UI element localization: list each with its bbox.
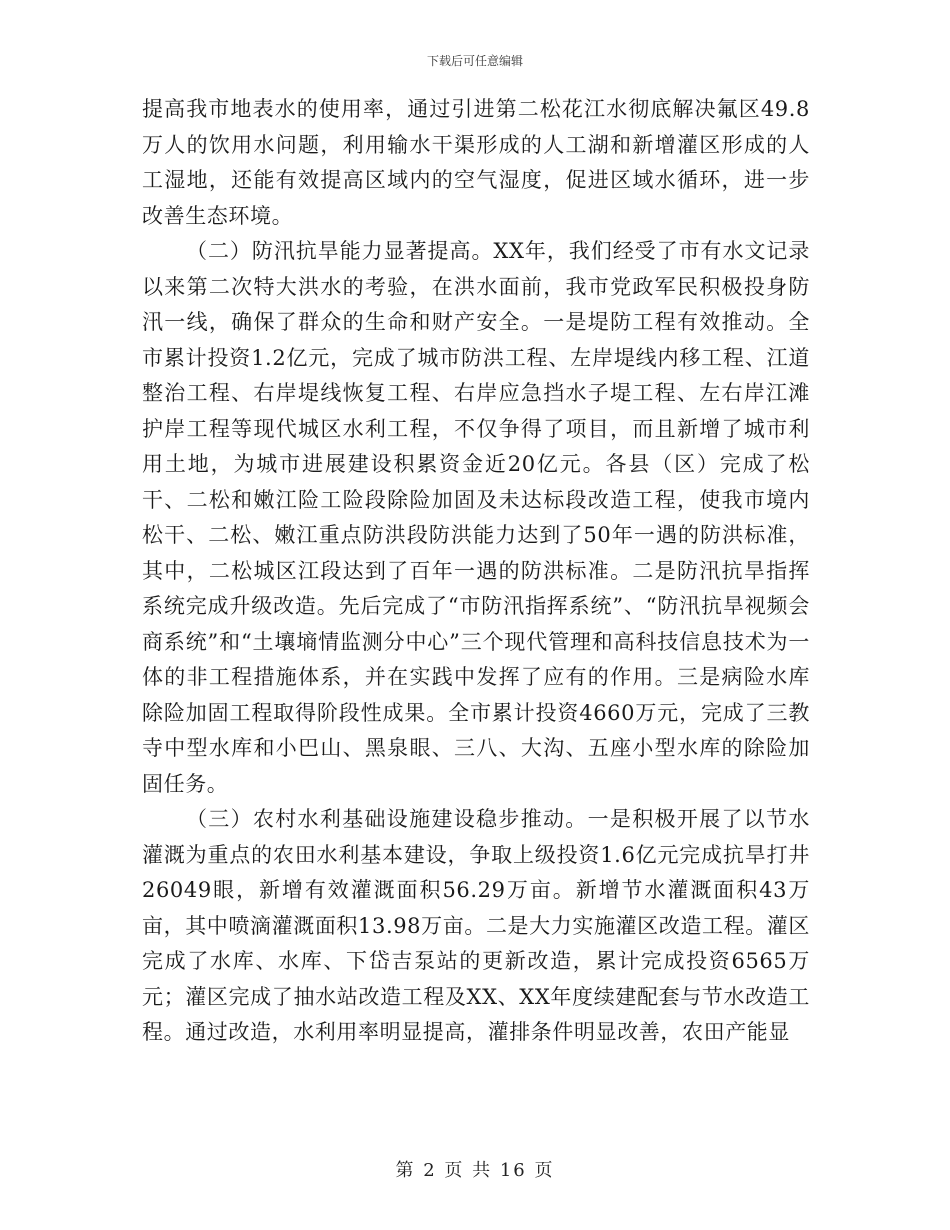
paragraph-flood-control: （二）防汛抗旱能力显著提高。XX年，我们经受了市有水文记录以来第二次特大洪水的考验，在洪水面前，我市党政军民积极投身防汛一线，确保了群众的生命和财产安全。一是堤防工程有效推动。全市累计投资1.2亿元，完成了城市防洪工程、左岸堤线内移工程、江道整治工程、右岸堤线恢复工程、右岸应急挡水子堤工程、左右岸江滩护岸工程等现代城区水利工程，不仅争得了项目，而且新增了城市利用土地，为城市进展建设积累资金近20亿元。各县（区）完成了松干、二松和嫩江险工险段除险加固及未达标段改造工程，使我市境内松干、二松、嫩江重点防洪段防洪能力达到了50年一遇的防洪标准，其中，二松城区江段达到了百年一遇的防洪标准。二是防汛抗旱指挥系统完成升级改造。先后完成了“市防汛指挥系统”、“防汛抗旱视频会商系统”和“土壤墒情监测分中心”三个现代管理和高科技信息技术为一体的非工程措施体系，并在实践中发挥了应有的作用。三是病险水库除险加固工程取得阶段性成果。全市累计投资4660万元，完成了三教寺中型水库和小巴山、黑泉眼、三八、大沟、五座小型水库的除险加固任务。 xyxy=(142,239,810,796)
document-body xyxy=(142,92,810,1051)
page-header: 下载后可任意编辑 xyxy=(426,54,523,68)
paragraph-rural-water: （三）农村水利基础设施建设稳步推动。一是积极开展了以节水灌溉为重点的农田水利基本建设，争取上级投资1.6亿元完成抗旱打井26049眼，新增有效灌溉面积56.29万亩。新增节水灌溉面积43万亩，其中喷滴灌溉面积13.98万亩。二是大力实施灌区改造工程。灌区完成了水库、水库、下岱吉泵站的更新改造，累计完成投资6565万元；灌区完成了抽水站改造工程及XX、XX年度续建配套与节水改造工程。通过改造，水利用率明显提高，灌排条件明显改善，农田产能显 xyxy=(142,807,810,1044)
page-footer: 第 2 页 共 16 页 xyxy=(395,1160,555,1181)
paragraph-continuation: 提高我市地表水的使用率，通过引进第二松花江水彻底解决氟区49.8万人的饮用水问题，利用输水干渠形成的人工湖和新增灌区形成的人工湿地，还能有效提高区域内的空气湿度，促进区域水循环，进一步改善生态环境。 xyxy=(142,97,810,228)
